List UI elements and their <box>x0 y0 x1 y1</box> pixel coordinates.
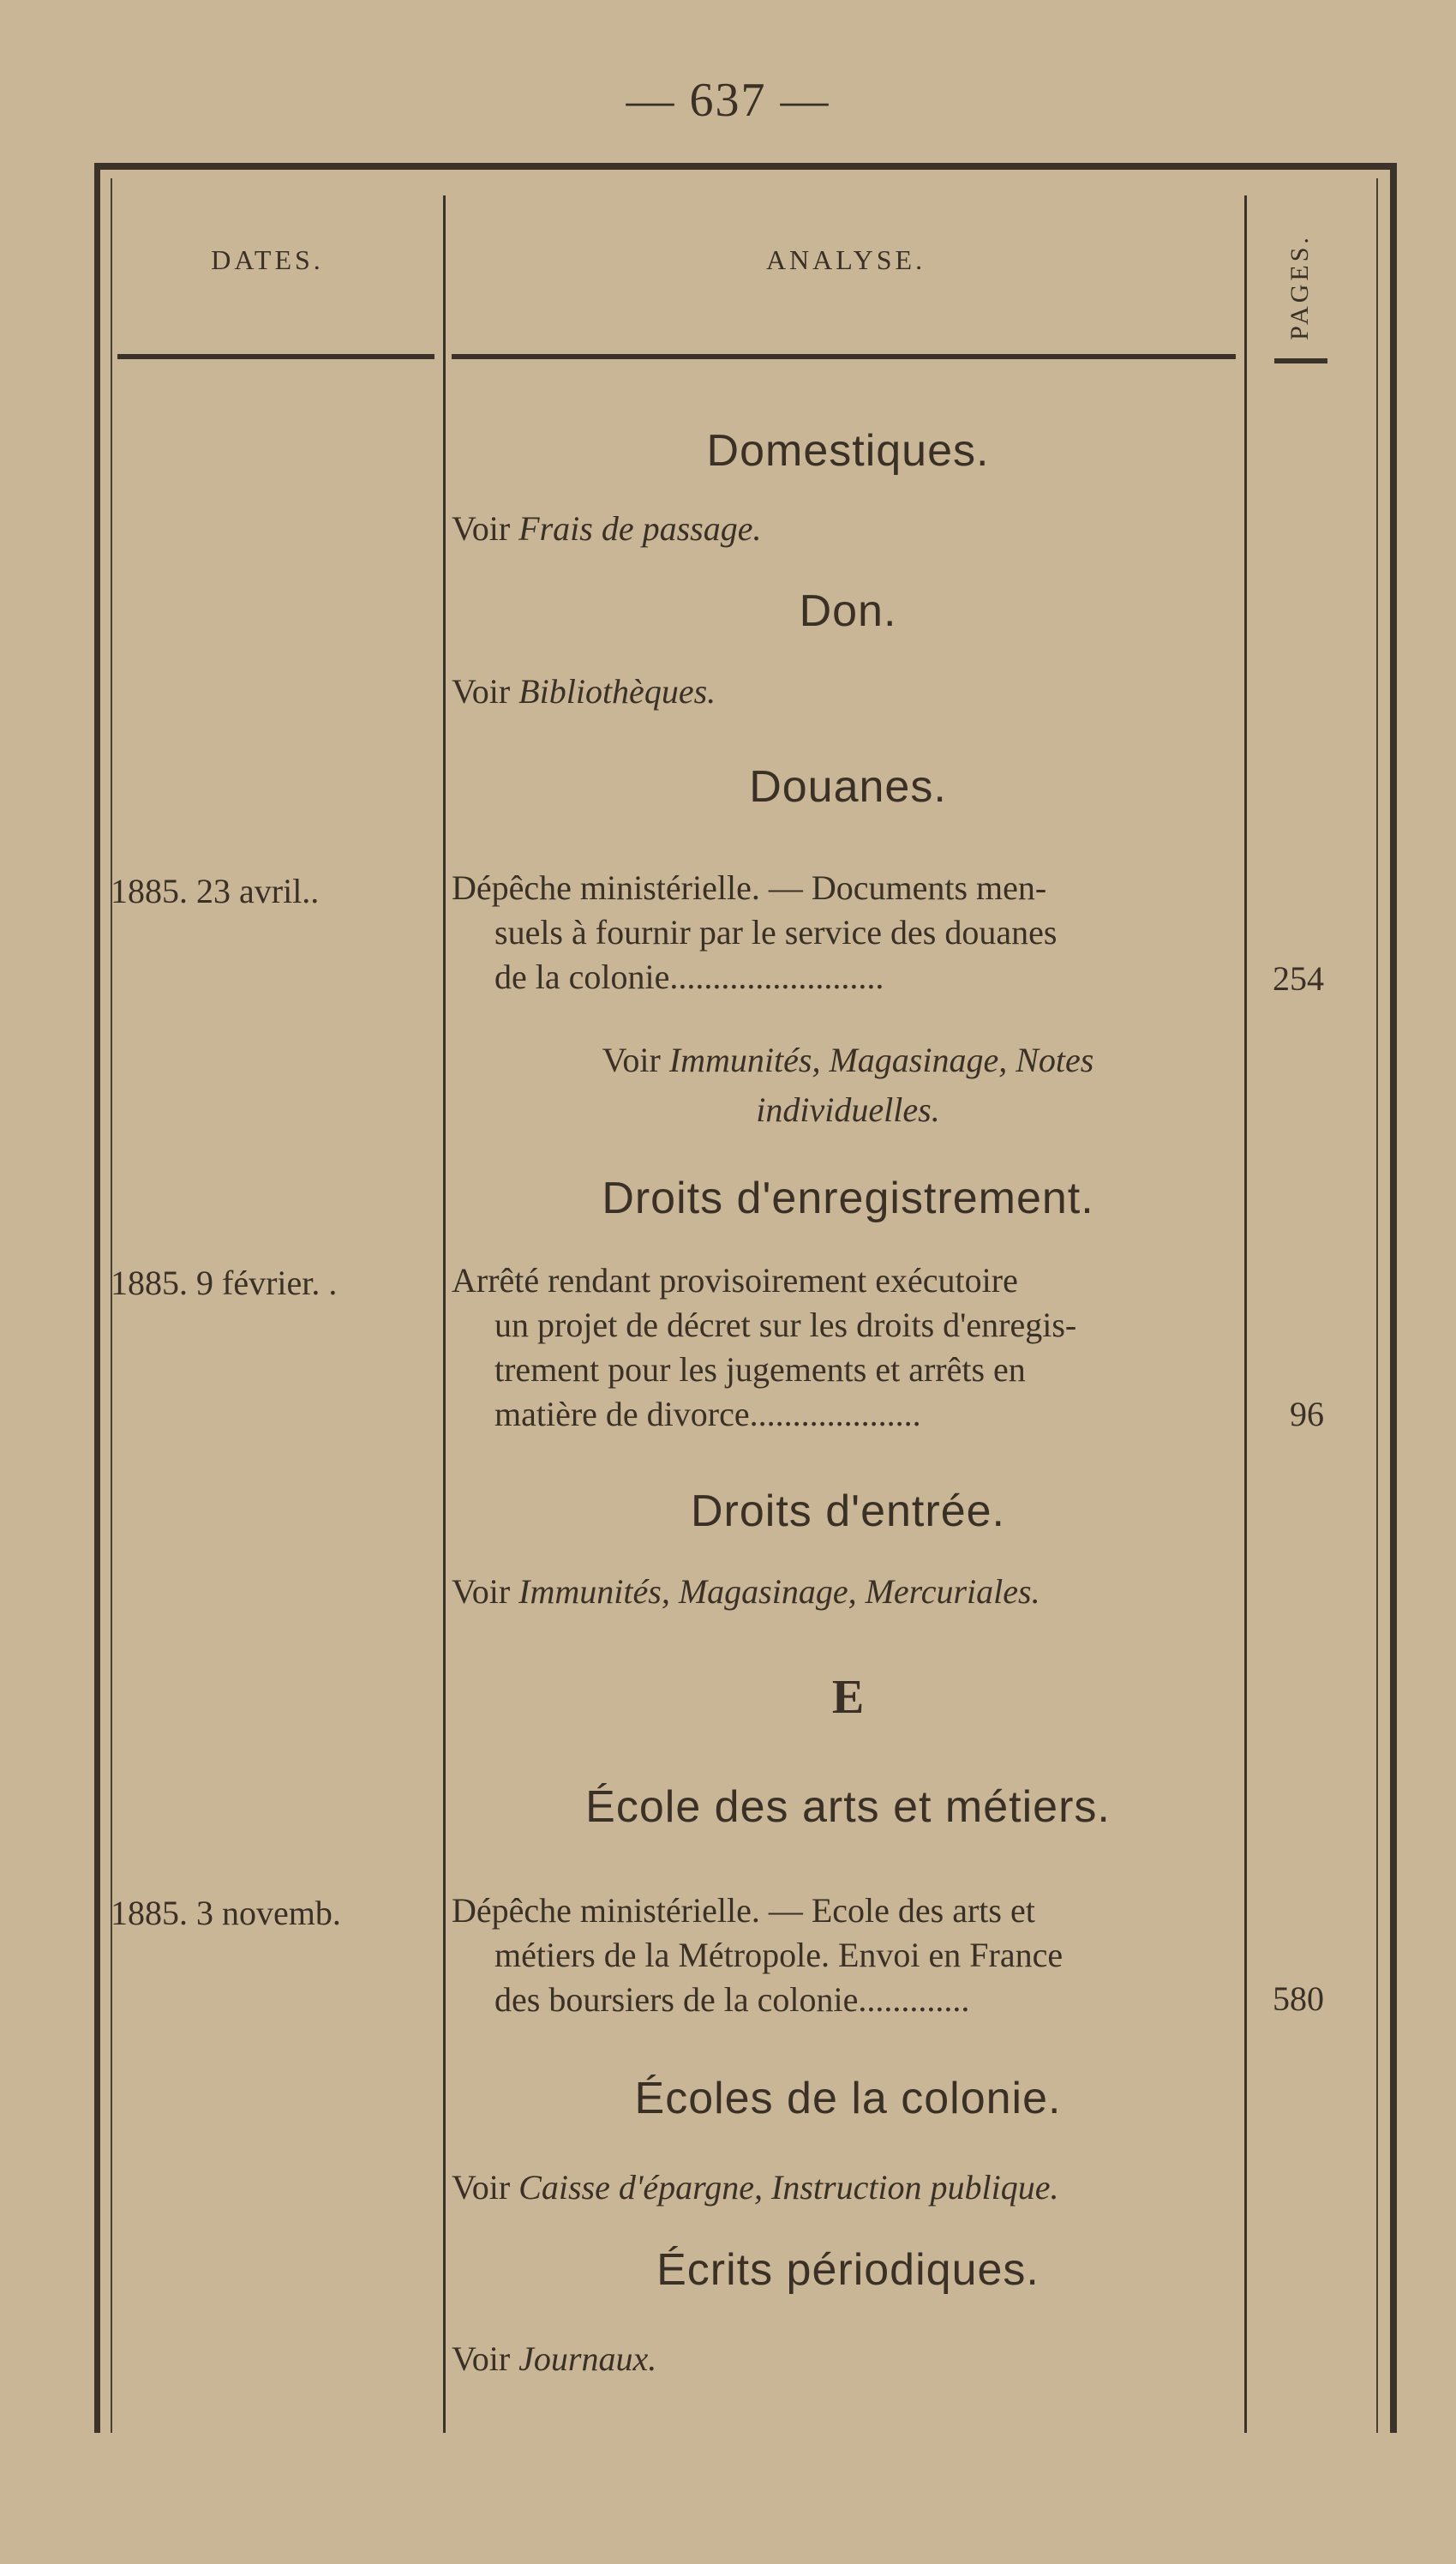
see-also-don <box>452 667 1244 717</box>
entry-text <box>452 1888 1240 2022</box>
header-dates: DATES. <box>211 244 324 275</box>
entry-text <box>452 1258 1240 1437</box>
see-also-prefix: Voir <box>452 2339 511 2378</box>
see-also-ref: Caisse d'épargne, Instruction publique. <box>518 2168 1059 2207</box>
entry-line: des boursiers de la colonie............. <box>494 1980 970 2019</box>
page-number: — 637 — <box>626 74 830 127</box>
section-title-don: Don. <box>799 586 897 636</box>
section-title-ecoles-colonie: Écoles de la colonie. <box>634 2074 1062 2123</box>
see-also-prefix: Voir <box>452 672 511 711</box>
see-also-ref: Bibliothèques. <box>518 672 716 711</box>
entry-line: un projet de décret sur les droits d'enregis- <box>494 1306 1077 1344</box>
section-title-ecole-arts: École des arts et métiers. <box>585 1782 1111 1832</box>
see-also-ref: Frais de passage. <box>518 509 762 548</box>
entry-line: Dépêche ministérielle. — Ecole des arts et <box>452 1891 1035 1930</box>
entry-line: suels à fournir par le service des douanes <box>494 913 1058 952</box>
entry-page: 96 <box>1290 1395 1324 1433</box>
section-title-domestiques: Domestiques. <box>706 426 990 476</box>
section-title-douanes: Douanes. <box>749 762 947 812</box>
entry-line: trement pour les jugements et arrêts en <box>494 1350 1026 1389</box>
see-also-ref: Immunités, Magasinage, Notes <box>668 1041 1094 1079</box>
entry-line: Dépêche ministérielle. — Documents men- <box>452 868 1047 907</box>
see-also-ref: individuelles. <box>756 1090 940 1129</box>
section-title-droits-enregistrement: Droits d'enregistrement. <box>602 1174 1094 1223</box>
entry-text <box>452 866 1240 1000</box>
entry-date: 1885. 9 février. . <box>111 1264 338 1302</box>
see-also-ref: Immunités, Magasinage, Mercuriales. <box>518 1572 1040 1611</box>
section-title-droits-entree: Droits d'entrée. <box>691 1486 1005 1536</box>
section-title-ecrits: Écrits périodiques. <box>656 2245 1040 2295</box>
header-analyse: ANALYSE. <box>765 244 926 275</box>
see-also-prefix: Voir <box>452 1572 511 1611</box>
see-also-douanes <box>452 1036 1244 1135</box>
entry-line: métiers de la Métropole. Envoi en France <box>494 1936 1064 1974</box>
see-also-ecrits <box>452 2334 1244 2384</box>
see-also-prefix: Voir <box>452 2168 511 2207</box>
index-table <box>94 163 1397 2433</box>
entry-line: Arrêté rendant provisoirement exécutoire <box>452 1261 1018 1300</box>
header-pages-label: PAGES. <box>1285 234 1314 340</box>
letter-heading-e: E <box>831 1671 865 1724</box>
see-also-prefix: Voir <box>452 509 511 548</box>
see-also-prefix: Voir <box>602 1041 661 1079</box>
entry-line: matière de divorce.................... <box>494 1395 921 1433</box>
entry-page: 254 <box>1273 959 1324 998</box>
entry-date: 1885. 3 novemb. <box>111 1894 341 1932</box>
see-also-ref: Journaux. <box>518 2339 657 2378</box>
entry-date: 1885. 23 avril.. <box>111 872 320 910</box>
see-also-domestiques <box>452 504 1244 554</box>
see-also-droits-entree <box>452 1567 1244 1617</box>
entry-line: de la colonie......................... <box>494 958 884 996</box>
see-also-ecoles-colonie <box>452 2163 1244 2213</box>
entry-page: 580 <box>1273 1979 1324 2018</box>
